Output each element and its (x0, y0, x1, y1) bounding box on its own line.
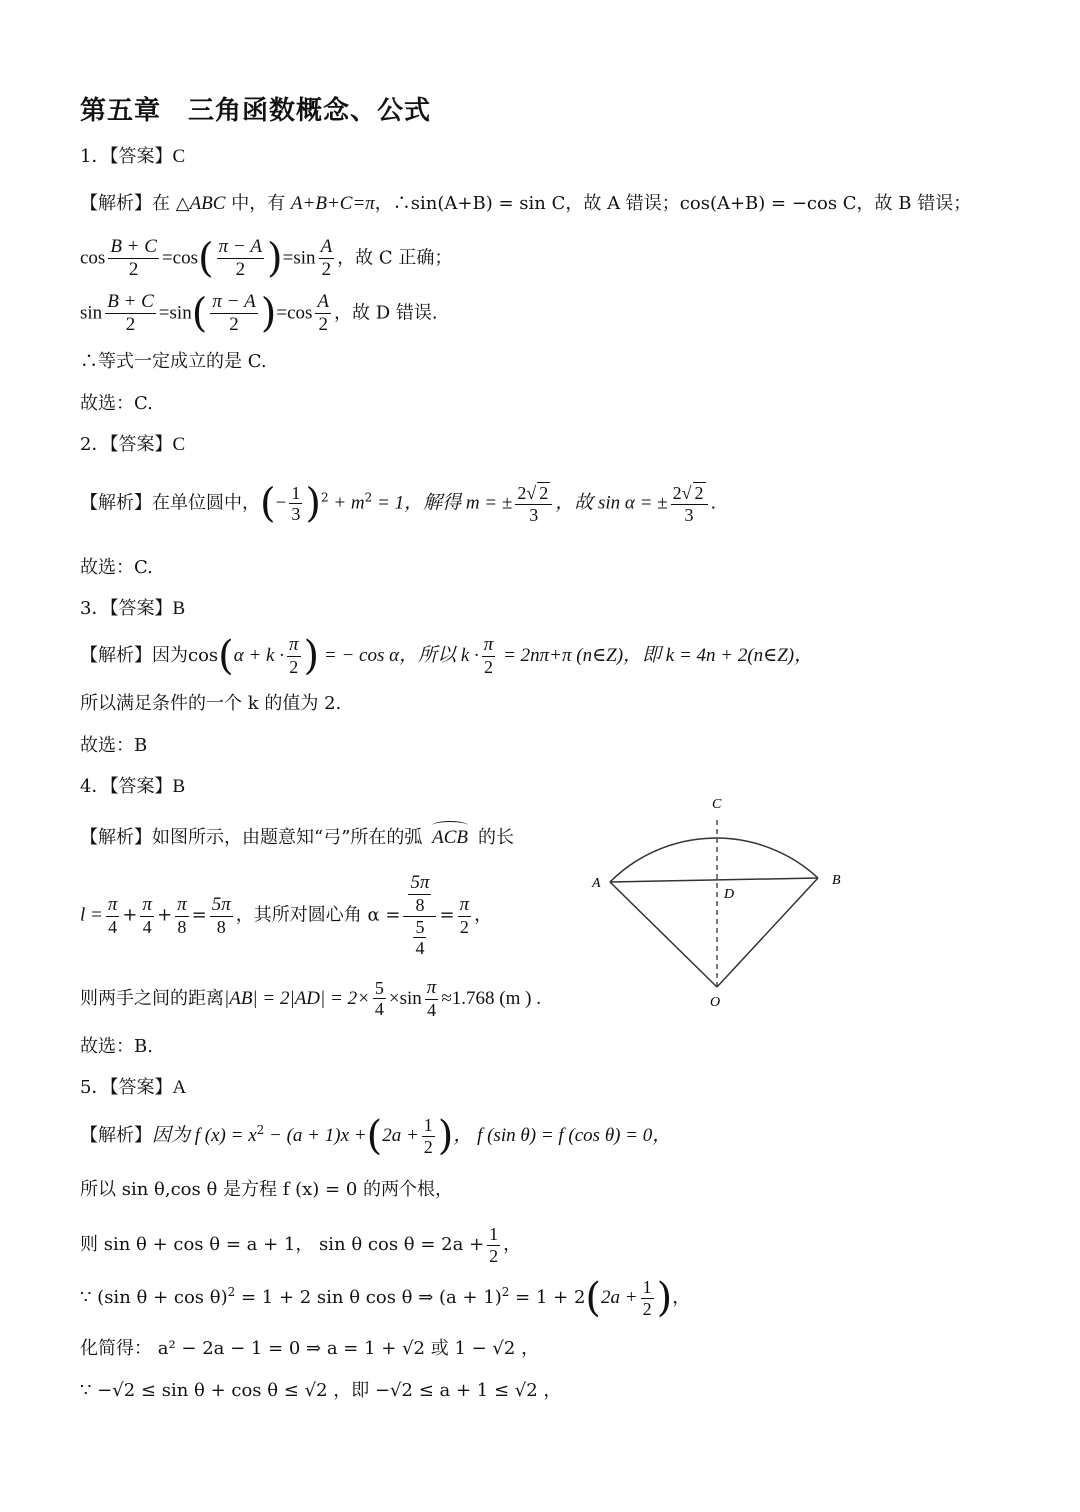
fraction (287, 634, 301, 678)
q4-number: 4． (80, 776, 110, 797)
q1-conclusion: ∴等式一定成立的是 C. (80, 351, 267, 372)
sin-text: sin (293, 247, 316, 269)
label-d: D (724, 887, 735, 902)
q4-text: ，其所对圆心角 α = (235, 904, 401, 926)
fraction-numerator: π − A (212, 291, 256, 312)
cos-text: cos (172, 247, 198, 269)
q5-text: ， f (sin θ) = f (cos θ) = 0， (453, 1125, 672, 1147)
q1-answer-line (80, 146, 185, 169)
fraction (210, 291, 257, 336)
answer-label: 【答案】 (109, 434, 173, 455)
equals-sign: = (158, 302, 170, 324)
fraction-numerator: 1 (291, 482, 301, 503)
q2-choose: 故选：C. (80, 557, 153, 578)
q4-text: 如图所示，由题意知“弓”所在的弧 (152, 827, 423, 848)
q4-analysis-line2: l = $\frac{\pi}{4}$ + $\frac{\pi}{4}$ + $\frac{\pi}{8}$ = $\frac{5\pi}{8}$ ，其所对圆心角 α = $\frac{\frac{5\pi}{8}}{\frac{5}{4}}$ = $\frac{\pi}{2}$ ， (80, 872, 493, 959)
fraction-numerator: 1 (423, 1115, 433, 1135)
q5-analysis-line4 (80, 1275, 691, 1322)
fraction-numerator: π (107, 893, 118, 915)
arc-acb-curve (610, 838, 818, 882)
equals-sign: = (161, 247, 173, 269)
cos-text: cos (80, 247, 106, 269)
q1-equation: A+B+C=π (290, 193, 375, 214)
fraction-denominator: 4 (142, 916, 152, 937)
q1-analysis-line1 (80, 193, 971, 216)
label-b: B (832, 873, 841, 888)
fraction-denominator: 8 (415, 894, 425, 915)
q1-sin-line (80, 291, 438, 336)
fraction (482, 634, 496, 678)
q2-text: ，故 sin α = ± (555, 492, 668, 514)
q5-term: − (a + 1)x + (264, 1125, 367, 1147)
q1-number: 1． (80, 146, 110, 167)
root-radicand: 2 (694, 483, 704, 503)
fraction-numerator: π (459, 893, 470, 915)
fraction-denominator: 2 (321, 258, 332, 280)
fraction-denominator: 2 (642, 1298, 652, 1319)
chord-ab (610, 878, 818, 882)
fraction-denominator: 2 (459, 916, 469, 937)
exponent: 2 (364, 490, 373, 505)
q4-text: ×sin (388, 987, 422, 1009)
q1-text: ，故 C 正确； (337, 247, 453, 269)
q4-text: 则两手之间的距离 (80, 987, 224, 1009)
fraction: $\frac{2√ 2}{3}$ (515, 482, 552, 525)
q2-answer: C (172, 434, 186, 455)
fraction-numerator: π (289, 634, 299, 655)
q3-term: α + k · (233, 644, 284, 666)
fraction (641, 1277, 654, 1319)
q5-text: = 1 + 2 (509, 1287, 586, 1309)
fraction-numerator: π (483, 634, 494, 655)
q1-text: 中，有 (225, 193, 291, 214)
fraction-numerator: π (142, 893, 153, 915)
fraction (408, 872, 431, 916)
q5-answer-line (80, 1077, 186, 1100)
fraction-numerator: 1 (489, 1224, 499, 1244)
fraction (315, 291, 331, 336)
q3-number: 3． (80, 598, 110, 619)
fraction-denominator: 2 (229, 313, 239, 335)
q2-text: 在单位圆中， (152, 492, 260, 514)
sin-text: sin (169, 302, 192, 324)
fraction-denominator: 4 (415, 938, 425, 959)
fraction: $\frac{2√ 2}{3}$ (671, 482, 708, 525)
fraction-denominator: 4 (374, 999, 384, 1020)
fraction-numerator: 1 (642, 1277, 652, 1297)
paren-close: ) (267, 235, 283, 282)
fraction (106, 894, 120, 938)
q4-analysis-line3 (80, 977, 541, 1021)
q4-equation: |AB| = 2|AD| = 2× (224, 987, 370, 1009)
paren-close: ) (260, 290, 277, 337)
fraction-denominator: 8 (216, 916, 226, 937)
fraction-numerator: 5 (374, 977, 384, 998)
fraction-numerator: 5π (211, 893, 231, 915)
fraction (217, 236, 264, 281)
exponent: 2 (320, 490, 329, 505)
fraction-denominator: 2 (489, 1245, 499, 1266)
q3-text: = 2nπ+π (n∈Z)，即 k = 4n + 2(n∈Z)， (498, 644, 814, 666)
fraction (175, 894, 189, 938)
q3-answer-line (80, 598, 185, 621)
label-c: C (712, 797, 722, 812)
fraction-denominator: 3 (291, 504, 301, 525)
q4-choose: 故选：B. (80, 1036, 153, 1057)
label-a: A (592, 876, 601, 891)
analysis-label: 【解析】 (80, 193, 152, 214)
q5-term: 2a + (382, 1125, 419, 1147)
fraction-numerator: π (426, 977, 437, 998)
q4-answer: B (172, 776, 186, 797)
answer-label: 【答案】 (109, 776, 173, 797)
minus-sign: − (275, 492, 287, 514)
fraction-denominator: 3 (684, 504, 694, 525)
paren-close: ) (303, 632, 320, 679)
analysis-label: 【解析】 (80, 644, 152, 666)
q3-answer: B (172, 598, 186, 619)
analysis-label: 【解析】 (80, 1125, 152, 1147)
q2-analysis-line (80, 482, 716, 525)
fraction-numerator: B + C (110, 236, 157, 257)
fraction-numerator: A (320, 236, 333, 257)
arc-label: ACB (432, 827, 469, 848)
q5-number: 5． (80, 1077, 110, 1098)
q5-text: 则 sin θ + cos θ = a + 1， sin θ cos θ = 2a + (80, 1234, 485, 1256)
arc-diagram (580, 790, 860, 1015)
q5-analysis-line5: 化简得： a² − 2a − 1 = 0 ⇒ a = 1 + √2 或 1 − √2 ， (80, 1338, 540, 1359)
fraction-numerator: π (177, 893, 187, 915)
answer-label: 【答案】 (109, 598, 173, 619)
q1-triangle: ABC (189, 193, 226, 214)
fraction-numerator: A (317, 291, 330, 312)
q1-choose: 故选：C. (80, 393, 153, 414)
q5-text: = 1 + 2 sin θ cos θ ⇒ (a + 1) (235, 1287, 502, 1309)
analysis-label: 【解析】 (80, 492, 152, 514)
fraction (319, 236, 335, 281)
paren-close: ) (437, 1113, 454, 1160)
equals-sign: = (282, 247, 294, 269)
fraction-denominator: 2 (484, 656, 494, 677)
q4-analysis-line1 (80, 823, 514, 850)
q4-term: l = (80, 904, 103, 926)
fraction-denominator: 2 (125, 313, 136, 335)
q2-number: 2． (80, 434, 110, 455)
q4-text: ， (474, 904, 493, 926)
q5-answer: A (172, 1077, 187, 1098)
q3-conclusion: 所以满足条件的一个 k 的值为 2. (80, 693, 342, 714)
compound-fraction (403, 872, 436, 959)
answer-label: 【答案】 (109, 1077, 173, 1098)
q1-answer: C (172, 146, 186, 167)
exponent: 2 (227, 1285, 236, 1300)
fraction-denominator: 4 (427, 999, 437, 1020)
q5-analysis-line1 (80, 1113, 672, 1160)
q3-analysis-line (80, 634, 813, 678)
fraction-denominator: 8 (177, 916, 187, 937)
arc-acb (432, 823, 468, 850)
fraction (425, 977, 439, 1021)
paren-open: ( (197, 235, 214, 282)
fraction-denominator: 2 (318, 313, 328, 335)
q2-text: = 1，解得 m = ± (372, 492, 513, 514)
q5-text: ∵ (sin θ + cos θ) (80, 1287, 228, 1309)
sin-text: sin (80, 302, 103, 324)
exponent: 2 (256, 1123, 265, 1138)
paren-open: ( (191, 290, 208, 337)
root-radicand: 2 (539, 483, 549, 503)
analysis-label: 【解析】 (80, 827, 152, 848)
fraction (108, 236, 159, 281)
q1-text: 在 △ (152, 193, 190, 214)
cos-text: cos (287, 302, 313, 324)
root-coefficient: 2 (517, 483, 527, 503)
fraction-numerator: 5π (410, 872, 430, 893)
root-coefficient: 2 (672, 483, 682, 503)
paren-open: ( (218, 632, 234, 679)
q1-text: ，∴sin(A+B) = sin C，故 A 错误；cos(A+B) = −cos C，故 B 错误； (374, 193, 972, 214)
answer-label: 【答案】 (109, 146, 173, 167)
fraction (487, 1224, 500, 1266)
q1-text: ，故 D 错误. (334, 302, 438, 324)
q5-analysis-line2: 所以 sin θ,cos θ 是方程 f (x) = 0 的两个根， (80, 1179, 454, 1200)
paren-open: ( (585, 1275, 602, 1322)
q3-choose: 故选：B (80, 735, 148, 756)
q5-analysis-line3 (80, 1224, 521, 1266)
q4-text: 的长 (478, 827, 515, 848)
q1-cos-line (80, 236, 452, 281)
q5-analysis-line6: ∵ −√2 ≤ sin θ + cos θ ≤ √2 ，即 −√2 ≤ a + 1 ≤ √2 ， (80, 1380, 562, 1401)
equals-sign: = (276, 302, 288, 324)
fraction-numerator: B + C (107, 291, 154, 312)
fraction-denominator: 2 (235, 258, 246, 280)
fraction-numerator: 5 (415, 916, 425, 937)
radius-ao (610, 882, 717, 987)
fraction-denominator: 2 (128, 258, 139, 280)
fraction (458, 894, 472, 938)
q5-text: ， (503, 1234, 522, 1256)
fraction-denominator: 2 (289, 656, 299, 677)
q3-text: 因为cos (152, 644, 219, 666)
fraction (413, 917, 426, 959)
q2-text: . (710, 492, 717, 514)
q4-answer-line (80, 776, 185, 799)
fraction (289, 483, 302, 525)
exponent: 2 (501, 1285, 510, 1300)
paren-close: ) (305, 480, 321, 527)
fraction (373, 978, 386, 1020)
fraction (210, 894, 233, 938)
fraction (140, 894, 154, 938)
fraction-denominator: 4 (108, 916, 118, 937)
q5-text: ， (672, 1287, 691, 1309)
fraction (105, 291, 156, 336)
q5-term: 因为 f (x) = x (152, 1125, 257, 1147)
q2-answer-line (80, 434, 185, 457)
paren-open: ( (260, 480, 276, 527)
arc-mark (432, 821, 468, 830)
paren-open: ( (366, 1113, 383, 1160)
label-o: O (710, 995, 721, 1010)
paren-close: ) (656, 1275, 673, 1322)
fraction-denominator: 3 (529, 504, 539, 525)
q3-text: = − cos α，所以 k · (319, 644, 479, 666)
fraction-numerator: π − A (218, 236, 263, 257)
fraction (422, 1115, 435, 1157)
fraction-denominator: 2 (423, 1136, 433, 1157)
q2-term: + m (328, 492, 365, 514)
q4-text: ≈1.768 (m ) . (441, 987, 541, 1009)
chapter-title: 第五章 三角函数概念、公式 (80, 96, 432, 126)
q5-term: 2a + (601, 1287, 638, 1309)
